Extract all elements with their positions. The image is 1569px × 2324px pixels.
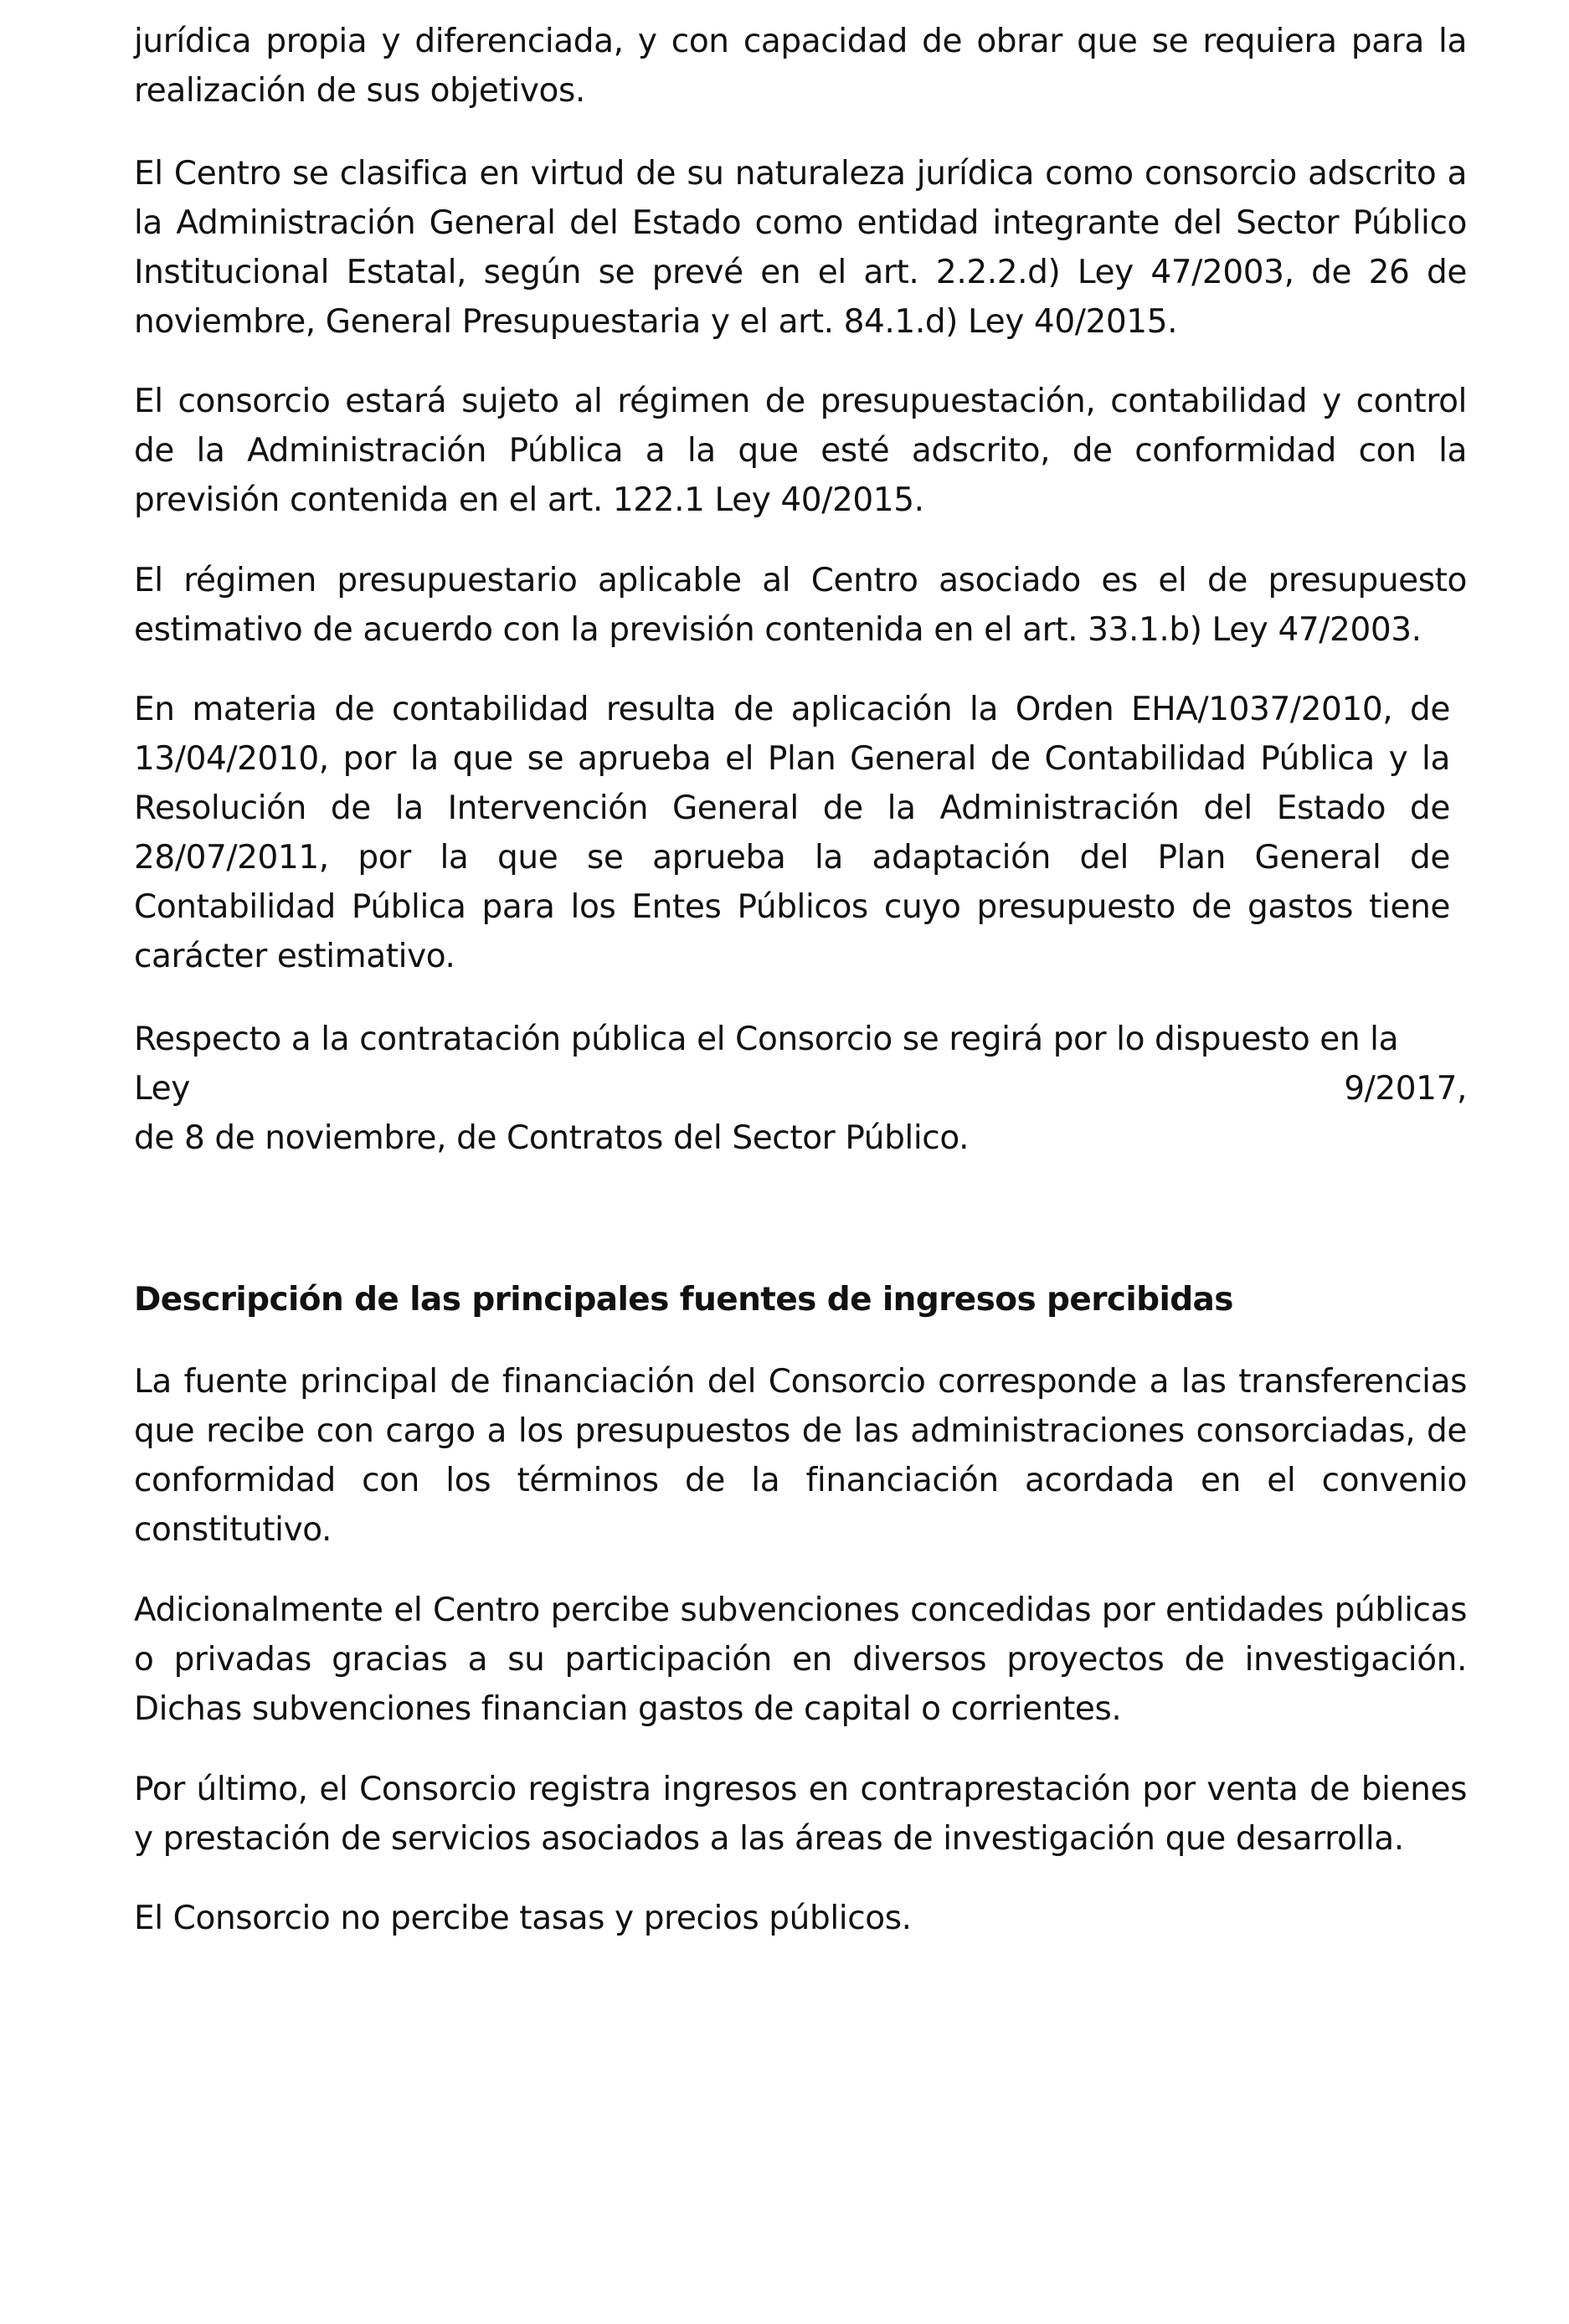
contratacion-line-2	[134, 1064, 1467, 1113]
paragraph-contabilidad: En materia de contabilidad resulta de aplicación la Orden EHA/1037/2010, de 13/04/2010, por la que se aprueba el Plan General de Contabilidad Pública y la Resolución de la Intervención General de la Administración del Estado de 28/07/2011, por la que se aprueba la adaptación del Plan General de Contabilidad Pública para los Entes Públicos cuyo presupuesto de gastos tiene carácter estimativo.	[134, 691, 1450, 975]
contratacion-line-1: Respecto a la contratación pública el Consorcio se regirá por lo dispuesto en la	[134, 1021, 1399, 1058]
paragraph-contraprestacion: Por último, el Consorcio registra ingresos en contraprestación por venta de bienes y prestación de servicios asociados a las áreas de investigación que desarrolla.	[134, 1771, 1467, 1858]
paragraph-fuente-principal: La fuente principal de financiación del Consorcio corresponde a las transferencias que recibe con cargo a los presupuestos de las administraciones consorciadas, de conformidad con los términos de la financiación acordada en el convenio constitutivo.	[134, 1363, 1467, 1549]
contratacion-ley-number: 9/2017,	[1344, 1070, 1467, 1108]
paragraph-subvenciones: Adicionalmente el Centro percibe subvenciones concedidas por entidades públicas o privadas gracias a su participación en diversos proyectos de investigación. Dichas subvenciones financian gastos de capital o corrientes.	[134, 1591, 1467, 1728]
contratacion-ley-label: Ley	[134, 1070, 190, 1108]
section-heading: Descripción de las principales fuentes de ingresos percibidas	[134, 1281, 1233, 1319]
paragraph-contratacion	[134, 1015, 1467, 1163]
paragraph-regimen-control: El consorcio estará sujeto al régimen de presupuestación, contabilidad y control de la Administración Pública a la que esté adscrito, de conformidad con la previsión contenida en el art. 122.1 Ley 40/2015.	[134, 383, 1467, 519]
paragraph-clasificacion: El Centro se clasifica en virtud de su naturaleza jurídica como consorcio adscrito a la Administración General del Estado como entidad integrante del Sector Público Institucional Estatal, según se prevé en el art. 2.2.2.d) Ley 47/2003, de 26 de noviembre, General Presupuestaria y el art. 84.1.d) Ley 40/2015.	[134, 155, 1467, 341]
paragraph-capacidad: jurídica propia y diferenciada, y con capacidad de obrar que se requiera para la realización de sus objetivos.	[134, 23, 1467, 110]
document-page	[134, 0, 1467, 2324]
contratacion-line-3: de 8 de noviembre, de Contratos del Sector Público.	[134, 1119, 970, 1157]
paragraph-regimen-presupuestario: El régimen presupuestario aplicable al Centro asociado es el de presupuesto estimativo de acuerdo con la previsión contenida en el art. 33.1.b) Ley 47/2003.	[134, 562, 1467, 649]
paragraph-tasas: El Consorcio no percibe tasas y precios públicos.	[134, 1900, 912, 1937]
